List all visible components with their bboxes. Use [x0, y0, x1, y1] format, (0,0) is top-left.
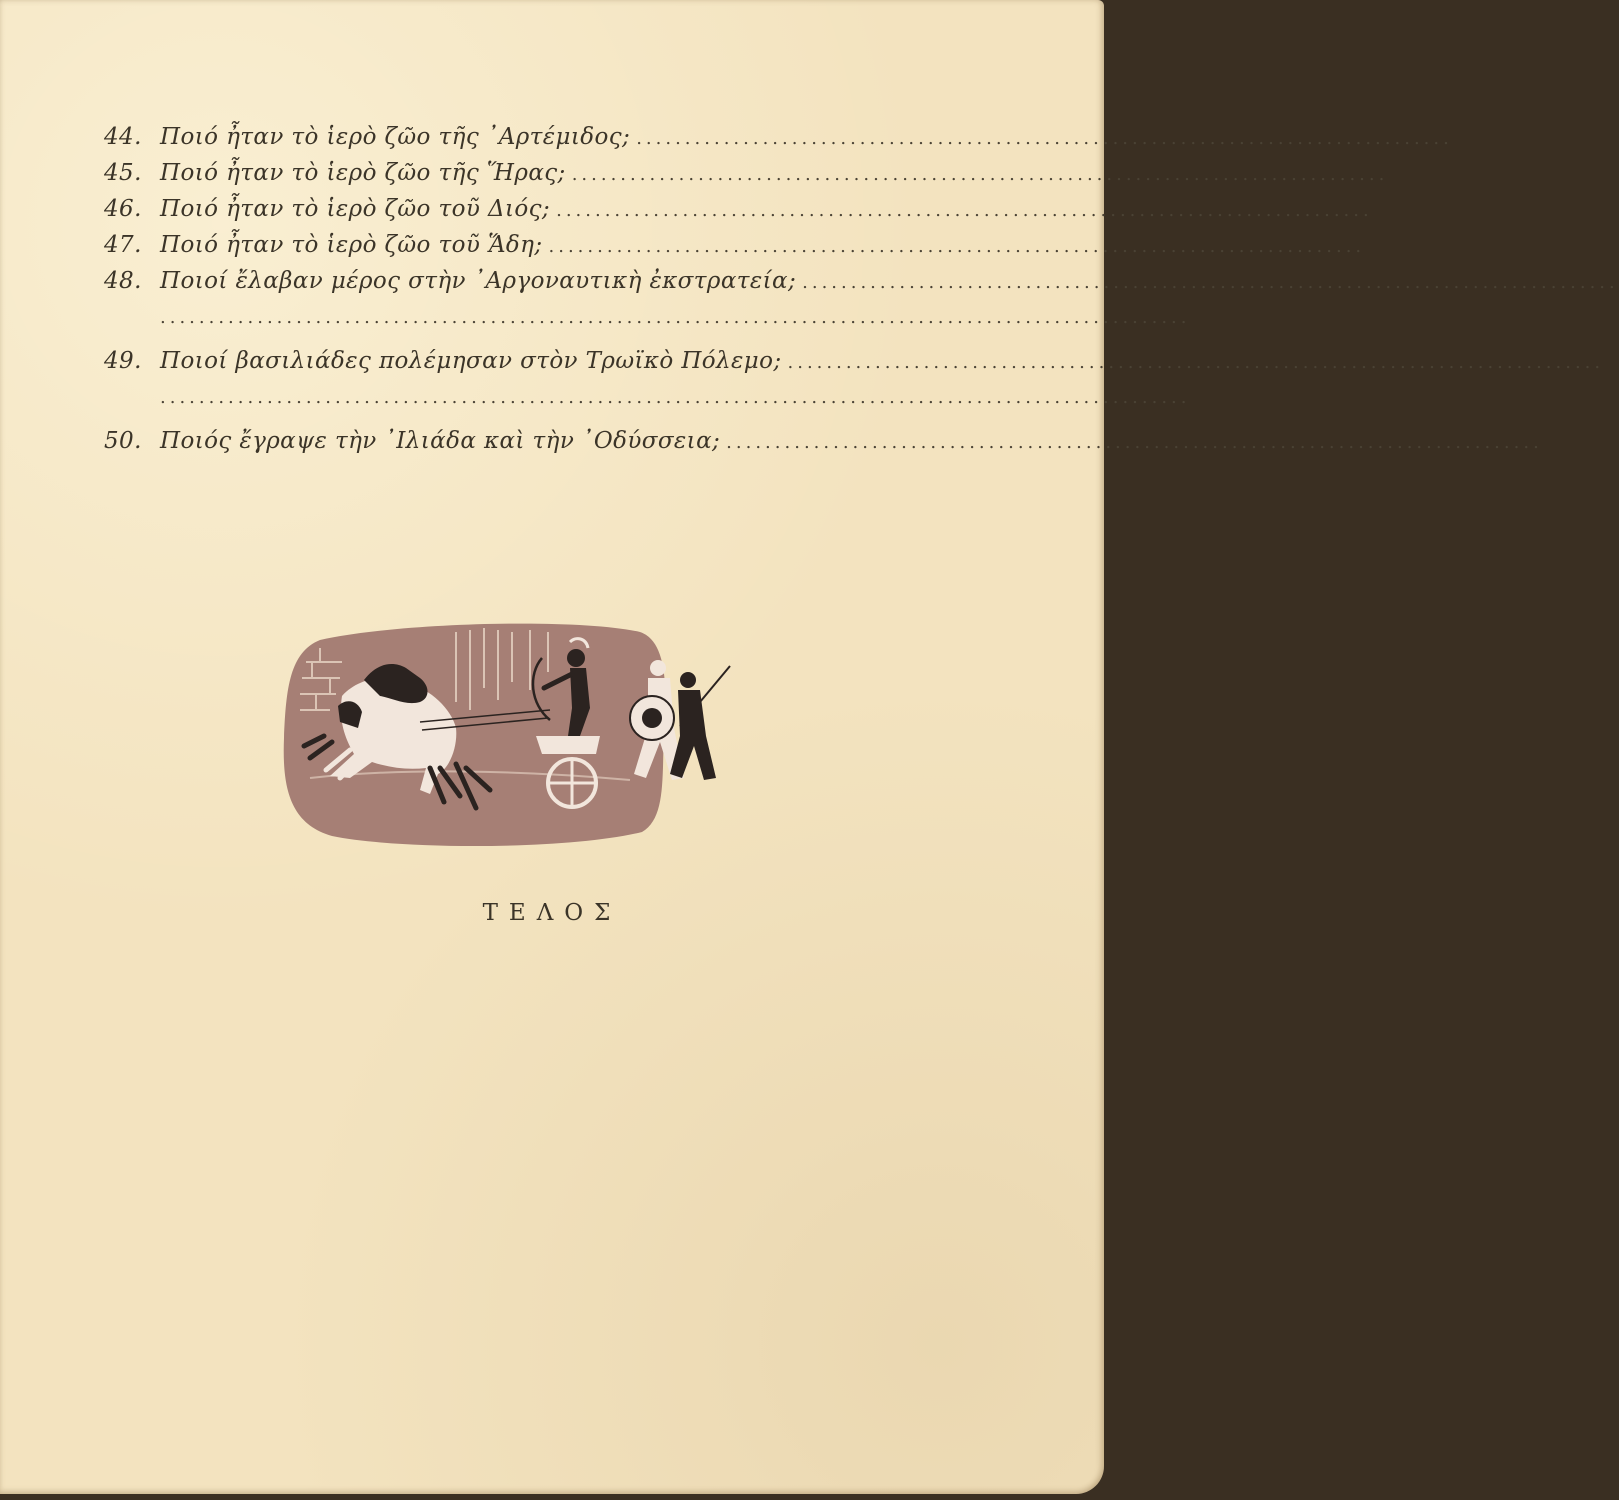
answer-leader-dots: .................................................................................... [548, 236, 1366, 257]
question-text: Ποιό ἦταν τὸ ἱερὸ ζῶο τῆς Ἥρας; [160, 160, 566, 186]
question-text: Ποιοί ἔλαβαν μέρος στὴν ᾿Αργοναυτικὴ ἐκστρατεία; [160, 268, 797, 294]
question-50 [104, 428, 1543, 464]
answer-line: .......................................................................................................... [160, 387, 1191, 408]
end-title: ΤΕΛΟΣ [482, 900, 622, 926]
chariot-battle-illustration [280, 618, 666, 846]
answer-leader-dots: .................................................................................... [571, 164, 1389, 185]
question-45 [104, 160, 1389, 196]
question-text: Ποιό ἦταν τὸ ἱερὸ ζῶο τοῦ Ἅδη; [160, 232, 543, 258]
question-number: 49. [104, 348, 142, 374]
question-46 [104, 196, 1373, 232]
question-text: Ποιό ἦταν τὸ ἱερὸ ζῶο τοῦ Διός; [160, 196, 551, 222]
question-text: Ποιοί βασιλιάδες πολέμησαν στὸν Τρωϊκὸ Πόλεμο; [160, 348, 782, 374]
question-44 [104, 124, 1453, 160]
answer-leader-dots: .................................................................................... [726, 432, 1543, 453]
question-number: 46. [104, 196, 142, 222]
question-text: Ποιός ἔγραψε τὴν ᾿Ιλιάδα καὶ τὴν ᾿Οδύσσεια; [160, 428, 721, 454]
question-number: 44. [104, 124, 142, 150]
spearman-figure [670, 666, 730, 780]
answer-line: .......................................................................................................... [160, 307, 1191, 328]
question-text: Ποιό ἦταν τὸ ἱερὸ ζῶο τῆς ᾿Αρτέμιδος; [160, 124, 631, 150]
answer-leader-dots: .................................................................................... [787, 352, 1605, 373]
question-number: 47. [104, 232, 142, 258]
question-list [104, 124, 1619, 464]
answer-leader-dots: .................................................................................... [556, 200, 1373, 221]
question-number: 48. [104, 268, 142, 294]
question-number: 50. [104, 428, 142, 454]
question-number: 45. [104, 160, 142, 186]
question-47 [104, 232, 1366, 268]
answer-leader-dots: .................................................................................... [636, 128, 1453, 149]
answer-leader-dots: .................................................................................... [802, 272, 1619, 293]
